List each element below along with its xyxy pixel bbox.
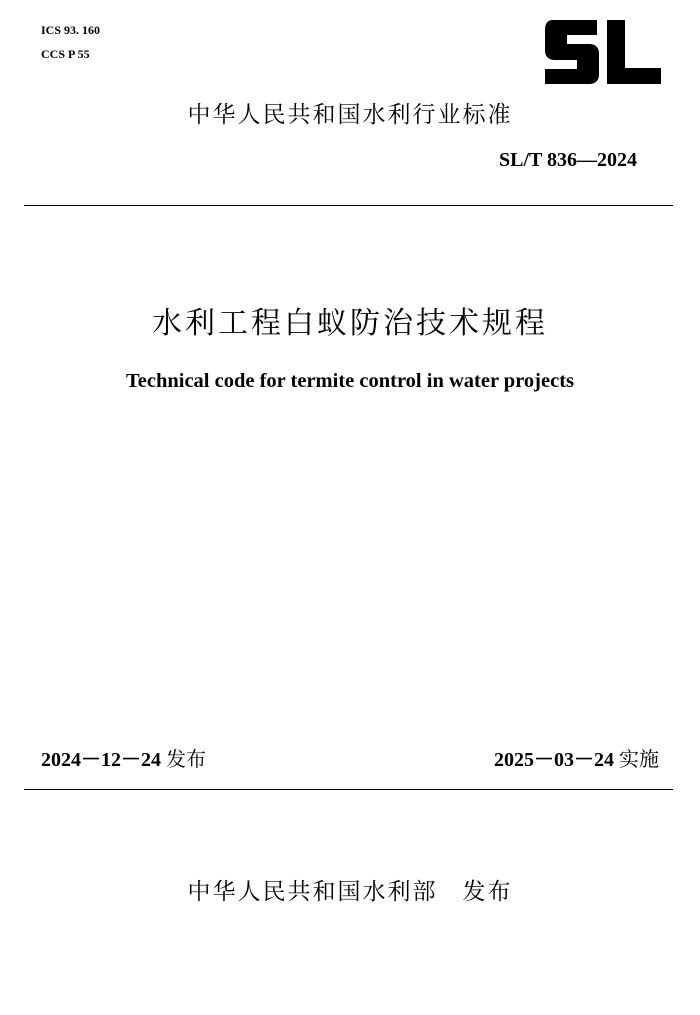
standard-classification: 中华人民共和国水利行业标准 <box>187 102 513 128</box>
ics-code: ICS 93. 160 <box>41 23 101 37</box>
issue-date: 2024－12－24 <box>41 749 161 771</box>
ccs-code: CCS P 55 <box>41 47 90 61</box>
top-divider <box>24 205 673 206</box>
issue-label: 发布 <box>166 747 206 771</box>
implementation-label: 实施 <box>619 747 659 771</box>
title-chinese: 水利工程白蚁防治技术规程 <box>152 306 548 341</box>
issue-date-block <box>41 745 206 774</box>
sl-logo <box>545 20 661 84</box>
logo-letter-l <box>607 20 661 84</box>
implementation-date-block <box>494 745 659 774</box>
title-english: Technical code for termite control in water projects <box>125 370 575 392</box>
logo-letter-s <box>545 20 599 84</box>
bottom-divider <box>24 789 673 790</box>
implementation-date: 2025－03－24 <box>494 749 614 771</box>
standard-number: SL/T 836—2024 <box>499 149 637 171</box>
publisher: 中华人民共和国水利部 发布 <box>187 879 513 905</box>
